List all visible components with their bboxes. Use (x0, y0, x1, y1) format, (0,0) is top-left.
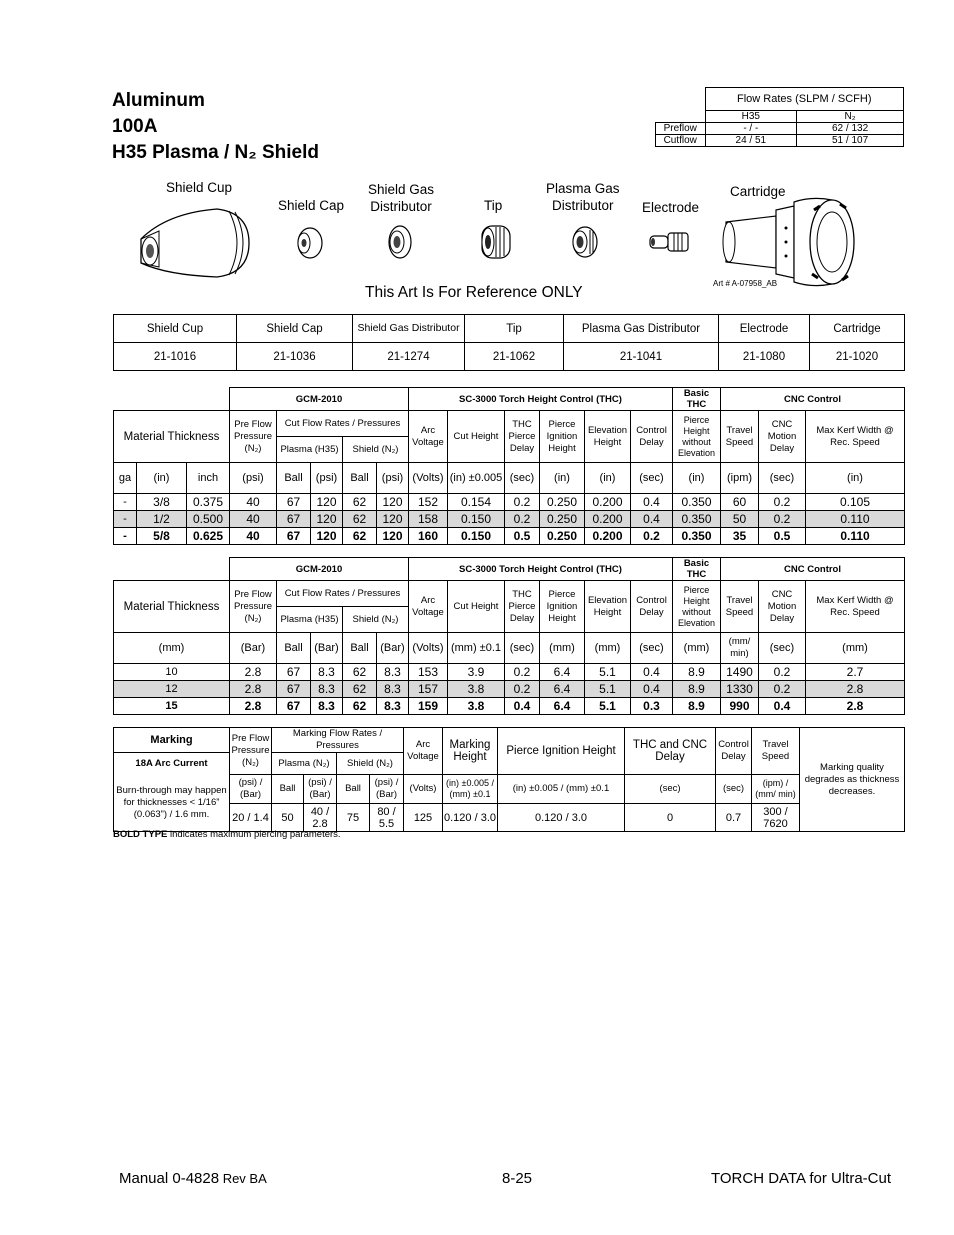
col-kerf: Max Kerf Width @ Rec. Speed (806, 411, 905, 463)
flow-row: Preflow - / - 62 / 132 (656, 123, 904, 135)
art-number: Art # A-07958_AB (713, 279, 778, 288)
table-cell: 0.250 (540, 511, 585, 528)
marking-title: Marking (114, 728, 230, 753)
part-number: 21-1020 (810, 343, 905, 371)
col-thc-pierce-delay: THC Pierce Delay (505, 581, 540, 633)
marking-col-arc: Arc Voltage (404, 728, 443, 775)
marking-quality-note: Marking quality degrades as thickness decreases. (800, 728, 905, 832)
marking-col-travel: Travel Speed (752, 728, 800, 775)
table-cell: 8.3 (377, 664, 409, 681)
group-basic-thc: Basic THC (673, 388, 721, 411)
marking-col-control: Control Delay (716, 728, 752, 775)
art-label-plasma-gas-distributor: Plasma Gas Distributor (546, 181, 620, 213)
part-header: Electrode (719, 315, 810, 343)
table-cell: 60 (721, 494, 759, 511)
table-cell: 0.625 (187, 528, 230, 545)
table-cell: 12 (114, 681, 230, 698)
table-cell: 3.9 (448, 664, 505, 681)
group-sc3000: SC-3000 Torch Height Control (THC) (409, 388, 673, 411)
marking-current: 18A Arc Current (114, 753, 230, 775)
table-row (114, 664, 905, 681)
table-cell: 0.350 (673, 494, 721, 511)
table-cell: 2.8 (806, 698, 905, 715)
table-cell: 0.5 (505, 528, 540, 545)
table-cell: 62 (343, 664, 377, 681)
table-cell: 8.9 (673, 681, 721, 698)
tip-drawing (476, 220, 516, 264)
group-cnc: CNC Control (721, 558, 905, 581)
table-cell: 152 (409, 494, 448, 511)
flow-rates-table (655, 87, 904, 147)
table-cell: 62 (343, 681, 377, 698)
art-label-tip: Tip (484, 198, 503, 213)
group-sc3000: SC-3000 Torch Height Control (THC) (409, 558, 673, 581)
table-cell: 0.4 (631, 681, 673, 698)
part-number: 21-1041 (564, 343, 719, 371)
electrode-drawing (648, 230, 692, 254)
flow-col-h35: H35 (705, 111, 797, 123)
table-cell: - (114, 494, 137, 511)
col-cnc-motion: CNC Motion Delay (759, 411, 806, 463)
table-row (114, 528, 905, 545)
col-cutflow: Cut Flow Rates / Pressures (277, 411, 409, 437)
manual-number: Manual 0-4828 (119, 1170, 220, 1187)
table-cell: 40 (230, 494, 277, 511)
table-cell: 6.4 (540, 664, 585, 681)
col-preflow: Pre Flow Pressure (N₂) (230, 581, 277, 633)
table-row (114, 698, 905, 715)
table-cell: 3/8 (137, 494, 187, 511)
bold-type-label: BOLD TYPE (113, 829, 168, 840)
shield-cap-drawing (294, 226, 324, 260)
table-cell: 157 (409, 681, 448, 698)
table-cell: 120 (377, 528, 409, 545)
table-cell: 0.4 (759, 698, 806, 715)
art-label-electrode: Electrode (642, 200, 700, 215)
marking-burn-note: Burn-through may happen for thicknesses < 1/16” (0.063”) / 1.6 mm. (114, 775, 230, 832)
footer-section: TORCH DATA for Ultra-Cut (711, 1170, 892, 1187)
col-pierce-no-elevation: Pierce Height without Elevation (673, 411, 721, 463)
shield-cup-drawing (137, 203, 255, 283)
col-kerf: Max Kerf Width @ Rec. Speed (806, 581, 905, 633)
table-cell: 0.200 (585, 494, 631, 511)
plasma-gas-distributor-drawing (568, 224, 600, 260)
table-row (114, 511, 905, 528)
col-plasma: Plasma (H35) (277, 607, 343, 633)
col-cut-height: Cut Height (448, 411, 505, 463)
table-cell: 35 (721, 528, 759, 545)
group-gcm: GCM-2010 (230, 388, 409, 411)
reference-note: This Art Is For Reference ONLY (365, 284, 583, 301)
marking-units-row: Burn-through may happen for thicknesses < 1/16” (0.063”) / 1.6 mm. (psi) / (Bar) Ball (psi) / (Bar) Ball (psi) / (Bar) (Volts) (in) ±0.005 / (mm) ±0.1 (in) ±0.005 / (mm) ±0.1 (sec) (sec) (ipm) / (mm/ min) (114, 775, 905, 804)
marking-col-height: Marking Height (443, 728, 498, 775)
art-label-shield-cap: Shield Cap (278, 198, 345, 213)
table-cell: 67 (277, 494, 311, 511)
part-header: Shield Gas Distributor (353, 315, 465, 343)
marking-col-thc: THC and CNC Delay (625, 728, 716, 775)
marking-values-row: 20 / 1.4 50 40 / 2.8 75 80 / 5.5 125 0.120 / 3.0 0.120 / 3.0 0 0.7 300 / 7620 (114, 804, 905, 832)
table-cell: 0.2 (505, 511, 540, 528)
part-header: Cartridge (810, 315, 905, 343)
col-pierce-ignition: Pierce Ignition Height (540, 581, 585, 633)
col-preflow: Pre Flow Pressure (N₂) (230, 411, 277, 463)
table-cell: 67 (277, 681, 311, 698)
col-control-delay: Control Delay (631, 411, 673, 463)
col-material-thickness: Material Thickness (114, 411, 230, 463)
table-cell: 2.8 (230, 664, 277, 681)
flow-col-n2: N₂ (797, 111, 904, 123)
table-cell: 3.8 (448, 698, 505, 715)
table-cell: 0.154 (448, 494, 505, 511)
table-cell: 0.3 (631, 698, 673, 715)
table-cell: 8.9 (673, 664, 721, 681)
table-cell: 0.150 (448, 528, 505, 545)
table-cell: 2.8 (806, 681, 905, 698)
table-cell: 8.3 (311, 664, 343, 681)
table-cell: 5.1 (585, 698, 631, 715)
table-cell: 67 (277, 528, 311, 545)
table-cell: 62 (343, 511, 377, 528)
table-cell: 0.375 (187, 494, 230, 511)
bold-type-text: indicates maximum piercing parameters. (167, 829, 341, 840)
marking-table (113, 727, 905, 832)
col-shield: Shield (N₂) (343, 607, 409, 633)
table-cell: 120 (311, 511, 343, 528)
table-cell: 0.105 (806, 494, 905, 511)
table-cell: 6.4 (540, 698, 585, 715)
marking-col-preflow: Pre Flow Pressure (N₂) (230, 728, 272, 775)
table-cell: 0.200 (585, 511, 631, 528)
table-cell: 0.250 (540, 528, 585, 545)
table-cell: 2.8 (230, 681, 277, 698)
table-cell: 8.3 (377, 681, 409, 698)
table-cell: 67 (277, 698, 311, 715)
marking-col-pierce: Pierce Ignition Height (498, 728, 625, 775)
table-cell: 1330 (721, 681, 759, 698)
table-cell: 0.4 (631, 664, 673, 681)
table-cell: 0.5 (759, 528, 806, 545)
table-row (114, 681, 905, 698)
table-cell: 2.8 (230, 698, 277, 715)
table-cell: 1490 (721, 664, 759, 681)
title-gases: H35 Plasma / N₂ Shield (112, 142, 319, 163)
col-elevation: Elevation Height (585, 411, 631, 463)
part-number: 21-1062 (465, 343, 564, 371)
table-cell: 62 (343, 698, 377, 715)
table-cell: 8.3 (311, 681, 343, 698)
table-cell: 0.2 (505, 494, 540, 511)
table-cell: 5.1 (585, 664, 631, 681)
table-cell: 8.9 (673, 698, 721, 715)
table-cell: 1/2 (137, 511, 187, 528)
table-cell: 0.2 (759, 511, 806, 528)
table-cell: 0.110 (806, 528, 905, 545)
manual-revision: Rev BA (219, 1171, 267, 1186)
part-number: 21-1036 (237, 343, 353, 371)
table-cell: 0.110 (806, 511, 905, 528)
units-row: (mm) (Bar) Ball (Bar) Ball (Bar) (Volts) (mm) ±0.1 (sec) (mm) (mm) (sec) (mm) (mm/ min) (sec) (mm) (114, 633, 905, 664)
table-cell: 3.8 (448, 681, 505, 698)
art-label-cartridge: Cartridge (730, 184, 786, 199)
table-cell: 0.2 (505, 681, 540, 698)
table-cell: 0.2 (759, 681, 806, 698)
table-cell: 8.3 (377, 698, 409, 715)
table-cell: 120 (311, 494, 343, 511)
table-cell: 158 (409, 511, 448, 528)
units-row: ga (in) inch (psi) Ball (psi) Ball (psi) (Volts) (in) ±0.005 (sec) (in) (in) (sec) (in) (ipm) (sec) (in) (114, 463, 905, 494)
col-arc-voltage: Arc Voltage (409, 581, 448, 633)
art-label-shield-gas-distributor: Shield Gas Distributor (368, 182, 435, 214)
part-header: Shield Cap (237, 315, 353, 343)
cartridge-drawing (720, 196, 860, 288)
table-cell: 15 (114, 698, 230, 715)
table-cell: 160 (409, 528, 448, 545)
table-cell: 120 (377, 511, 409, 528)
part-header: Tip (465, 315, 564, 343)
shield-gas-distributor-drawing (385, 224, 413, 260)
part-header: Shield Cup (114, 315, 237, 343)
flow-rates-heading: Flow Rates (SLPM / SCFH) (705, 88, 904, 111)
table-cell: 0.4 (505, 698, 540, 715)
art-label-shield-cup: Shield Cup (166, 180, 233, 195)
part-number: 21-1016 (114, 343, 237, 371)
table-cell: 0.350 (673, 511, 721, 528)
table-cell: 8.3 (311, 698, 343, 715)
table-cell: 0.350 (673, 528, 721, 545)
table-cell: 120 (311, 528, 343, 545)
table-cell: 40 (230, 528, 277, 545)
table-cell: 0.2 (631, 528, 673, 545)
bold-type-note (113, 829, 341, 840)
table-cell: 62 (343, 528, 377, 545)
table-cell: 0.500 (187, 511, 230, 528)
table-cell: 6.4 (540, 681, 585, 698)
table-cell: 67 (277, 511, 311, 528)
marking-col-shield: Shield (N₂) (337, 753, 404, 775)
table-cell: 120 (377, 494, 409, 511)
page-number: 8-25 (502, 1170, 533, 1187)
table-cell: 0.4 (631, 494, 673, 511)
table-cell: 2.7 (806, 664, 905, 681)
col-cut-height: Cut Height (448, 581, 505, 633)
imperial-parameters-table (113, 387, 905, 545)
table-cell: 5/8 (137, 528, 187, 545)
table-cell: 0.150 (448, 511, 505, 528)
table-row (114, 494, 905, 511)
table-cell: 0.2 (759, 664, 806, 681)
table-cell: 67 (277, 664, 311, 681)
table-cell: 153 (409, 664, 448, 681)
group-gcm: GCM-2010 (230, 558, 409, 581)
imperial-rows (114, 494, 905, 545)
col-material-thickness: Material Thickness (114, 581, 230, 633)
table-cell: 0.200 (585, 528, 631, 545)
table-cell: 5.1 (585, 681, 631, 698)
col-elevation: Elevation Height (585, 581, 631, 633)
title-amperage: 100A (112, 116, 158, 137)
col-cnc-motion: CNC Motion Delay (759, 581, 806, 633)
group-cnc: CNC Control (721, 388, 905, 411)
col-control-delay: Control Delay (631, 581, 673, 633)
part-number: 21-1080 (719, 343, 810, 371)
col-travel-speed: Travel Speed (721, 581, 759, 633)
table-cell: 40 (230, 511, 277, 528)
table-cell: 0.2 (505, 664, 540, 681)
metric-parameters-table (113, 557, 905, 715)
col-thc-pierce-delay: THC Pierce Delay (505, 411, 540, 463)
footer-manual (119, 1170, 267, 1187)
table-cell: 0.2 (759, 494, 806, 511)
col-plasma: Plasma (H35) (277, 437, 343, 463)
col-shield: Shield (N₂) (343, 437, 409, 463)
table-cell: - (114, 511, 137, 528)
table-cell: 0.4 (631, 511, 673, 528)
table-cell: 62 (343, 494, 377, 511)
table-cell: 0.250 (540, 494, 585, 511)
marking-col-flow: Marking Flow Rates / Pressures (272, 728, 404, 753)
col-pierce-no-elevation: Pierce Height without Elevation (673, 581, 721, 633)
table-cell: - (114, 528, 137, 545)
part-header: Plasma Gas Distributor (564, 315, 719, 343)
col-arc-voltage: Arc Voltage (409, 411, 448, 463)
part-number: 21-1274 (353, 343, 465, 371)
title-material: Aluminum (112, 90, 205, 111)
table-cell: 159 (409, 698, 448, 715)
marking-col-plasma: Plasma (N₂) (272, 753, 337, 775)
metric-rows (114, 664, 905, 715)
group-basic-thc: Basic THC (673, 558, 721, 581)
part-numbers-table (113, 314, 905, 371)
flow-row: Cutflow 24 / 51 51 / 107 (656, 135, 904, 147)
table-cell: 10 (114, 664, 230, 681)
table-cell: 990 (721, 698, 759, 715)
page-title (112, 88, 319, 166)
col-pierce-ignition: Pierce Ignition Height (540, 411, 585, 463)
col-travel-speed: Travel Speed (721, 411, 759, 463)
col-cutflow: Cut Flow Rates / Pressures (277, 581, 409, 607)
table-cell: 50 (721, 511, 759, 528)
